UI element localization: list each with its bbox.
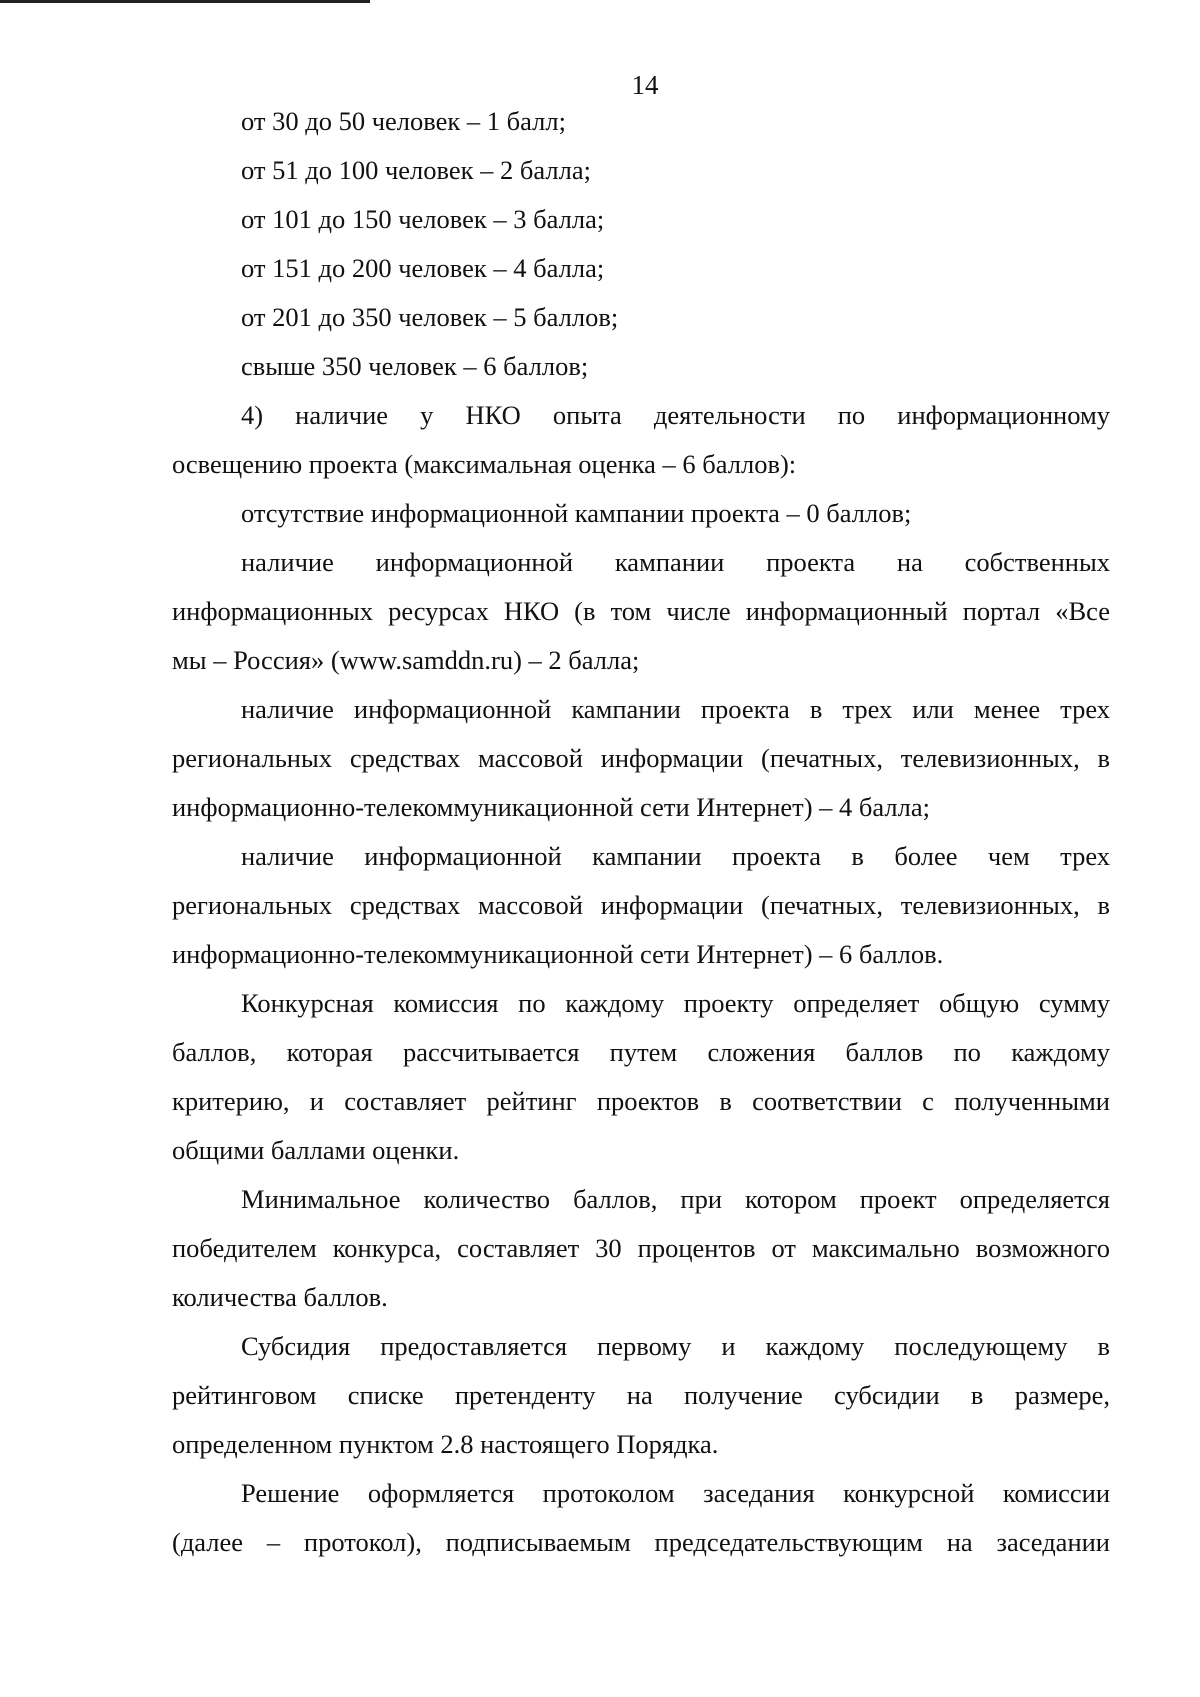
text-line: информационных ресурсах НКО (в том числе информационный портал «Все (172, 596, 1110, 626)
text-line: свыше 350 человек – 6 баллов; (241, 351, 589, 381)
text-line: 4) наличие у НКО опыта деятельности по информационному (241, 400, 1110, 430)
text-line: Субсидия предоставляется первому и каждому последующему в (241, 1331, 1110, 1361)
top-edge-rule (0, 0, 370, 3)
text-line: мы – Россия» (www.samddn.ru) – 2 балла; (172, 645, 640, 675)
text-line: от 151 до 200 человек – 4 балла; (241, 253, 605, 283)
text-line: Решение оформляется протоколом заседания конкурсной комиссии (241, 1478, 1110, 1508)
document-body (172, 97, 1110, 1567)
text-line: региональных средствах массовой информации (печатных, телевизионных, в (172, 743, 1110, 773)
text-line: отсутствие информационной кампании проекта – 0 баллов; (241, 498, 912, 528)
page-number: 14 (631, 70, 659, 100)
text-line: от 201 до 350 человек – 5 баллов; (241, 302, 619, 332)
text-line: количества баллов. (172, 1282, 388, 1312)
text-line: общими баллами оценки. (172, 1135, 460, 1165)
text-line: освещению проекта (максимальная оценка – 6 баллов): (172, 449, 797, 479)
text-line: определенном пунктом 2.8 настоящего Порядка. (172, 1429, 719, 1459)
text-line: от 51 до 100 человек – 2 балла; (241, 155, 591, 185)
text-line: от 30 до 50 человек – 1 балл; (241, 106, 566, 136)
text-line: информационно-телекоммуникационной сети Интернет) – 4 балла; (172, 792, 930, 822)
text-line: наличие информационной кампании проекта на собственных (241, 547, 1110, 577)
text-line: Конкурсная комиссия по каждому проекту определяет общую сумму (241, 988, 1110, 1018)
text-line: баллов, которая рассчитывается путем сложения баллов по каждому (172, 1037, 1110, 1067)
text-line: (далее – протокол), подписываемым председательствующим на заседании (172, 1527, 1110, 1557)
text-line: наличие информационной кампании проекта в более чем трех (241, 841, 1110, 871)
text-line: критерию, и составляет рейтинг проектов в соответствии с полученными (172, 1086, 1110, 1116)
text-line: победителем конкурса, составляет 30 процентов от максимально возможного (172, 1233, 1110, 1263)
text-line: рейтинговом списке претенденту на получение субсидии в размере, (172, 1380, 1110, 1410)
text-line: региональных средствах массовой информации (печатных, телевизионных, в (172, 890, 1110, 920)
text-line: наличие информационной кампании проекта в трех или менее трех (241, 694, 1110, 724)
text-line: от 101 до 150 человек – 3 балла; (241, 204, 605, 234)
text-line: Минимальное количество баллов, при котором проект определяется (241, 1184, 1110, 1214)
text-line: информационно-телекоммуникационной сети Интернет) – 6 баллов. (172, 939, 944, 969)
